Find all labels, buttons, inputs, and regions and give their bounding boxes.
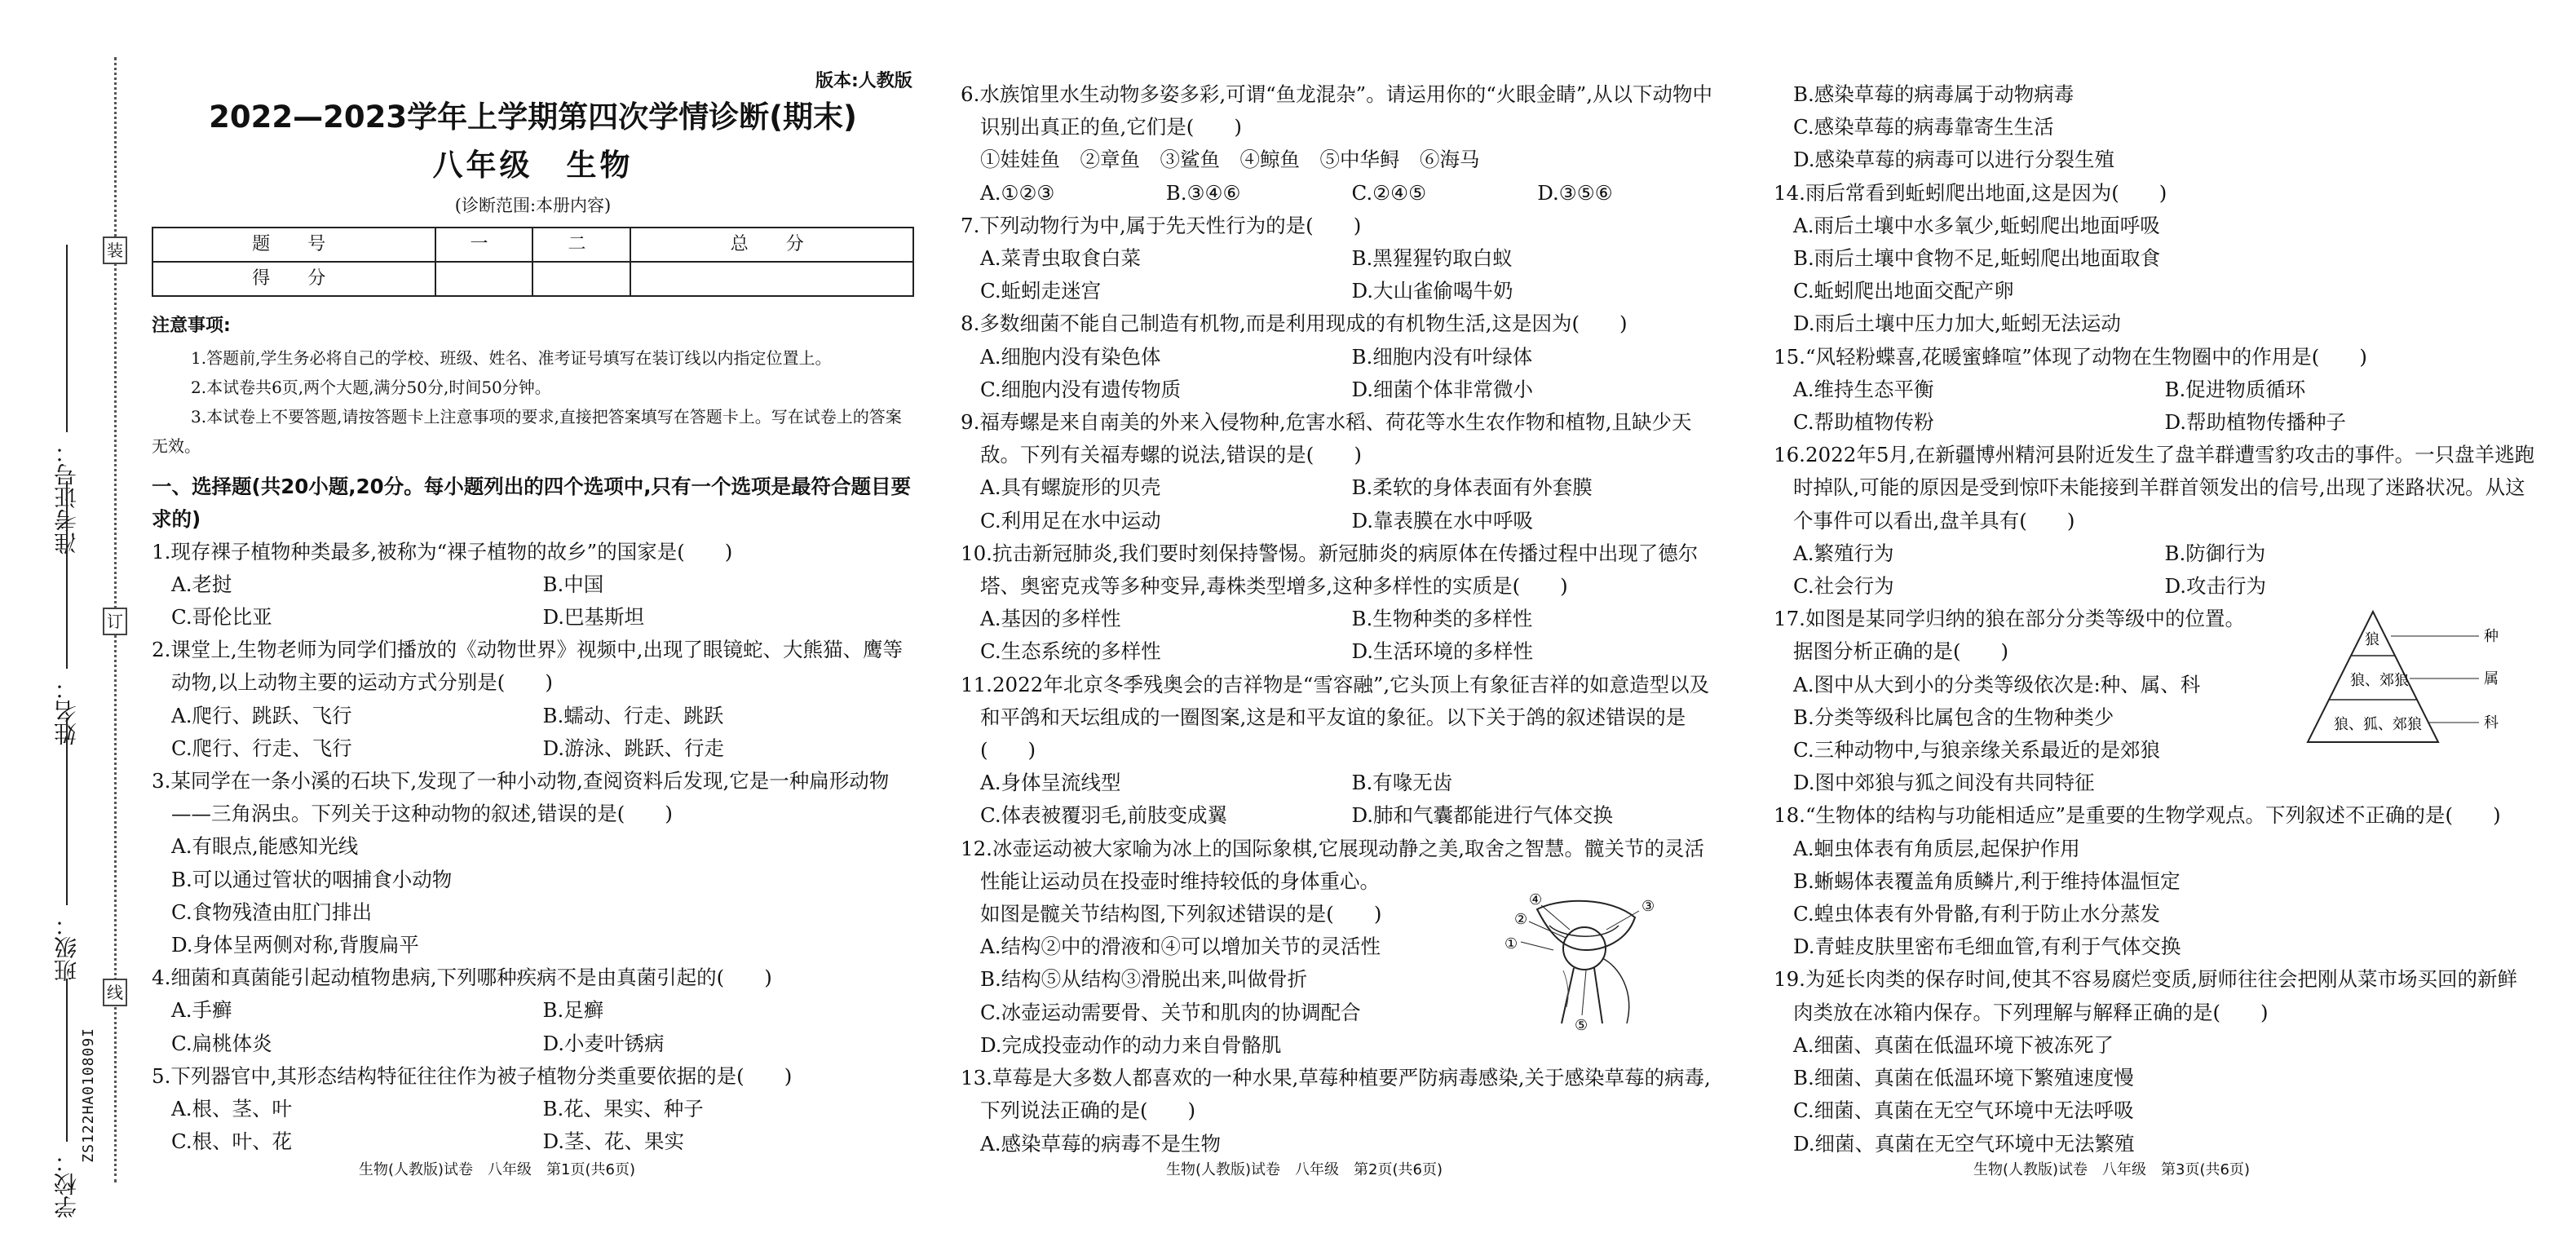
class-field: 班级： [51,718,83,982]
score-cell[interactable] [532,262,630,296]
figure-label: ① [1505,935,1518,952]
option: B.结构⑤从结构③滑脱出来,叫做骨折 [980,967,1308,992]
question-13-options-part-1 [961,1128,1723,1160]
question-18: 18.“生物体的结构与功能相适应”是重要的生物学观点。下列叙述不正确的是( ) [1774,803,2501,828]
option: C.爬行、行走、飞行 [171,736,352,760]
question-8: 8.多数细菌不能自己制造有机物,而是利用现成的有机物生活,这是因为( ) [961,312,1628,336]
score-header-cell: 总 分 [630,228,913,262]
question-10: 10.抗击新冠肺炎,我们要时刻保持警惕。新冠肺炎的病原体在传播过程中出现了德尔塔、奥密克戎等多种变异,毒株类型增多,这种多样性的实质是( ) [961,541,1699,599]
question-19-options [1774,1029,2536,1160]
option: B.③④⑥ [1165,180,1241,205]
option: C.②④⑤ [1351,180,1427,205]
option: B.防御行为 [2164,541,2266,565]
question-1: 1.现存裸子植物种类最多,被称为“裸子植物的故乡”的国家是( ) [152,539,733,564]
question-11-options [961,767,1723,832]
option: C.社会行为 [1793,574,1894,599]
question-8-options [961,341,1723,406]
option: B.促进物质循环 [2164,377,2306,401]
option: A.结构②中的滑液和④可以增加关节的灵活性 [980,935,1381,959]
question-5: 5.下列器官中,其形态结构特征往往作为被子植物分类重要依据的是( ) [152,1063,793,1088]
question-13: 13.草莓是大多数人都喜欢的一种水果,草莓种植要严防病毒感染,关于感染草莓的病毒,下列说法正确的是( ) [961,1066,1711,1123]
pyramid-level-label: 狼 [2365,631,2379,648]
exam-number-field: 准考证号： [51,245,83,555]
pyramid-level-label: 狼、郊狼 [2350,672,2409,689]
option: D.图中郊狼与狐之间没有共同特征 [1793,771,2095,795]
score-table [152,227,914,297]
question-12-prompt: 如图是髋关节结构图,下列叙述错误的是( ) [980,902,1382,926]
page-footer: 生物(人教版)试卷 八年级 第2页(共6页) [1166,1161,1443,1178]
option: C.感染草莓的病毒靠寄生生活 [1793,115,2054,139]
option: D.攻击行为 [2164,574,2267,599]
score-header-cell: 二 [532,228,630,262]
seal-mark: 订 [103,608,127,635]
question-15-options [1774,373,2536,439]
question-2-options [152,700,914,765]
page-title: 2022—2023学年上学期第四次学情诊断(期末) [209,99,857,135]
option: D.青蛙皮肤里密布毛细血管,有利于气体交换 [1793,935,2181,959]
page-footer: 生物(人教版)试卷 八年级 第3页(共6页) [1973,1161,2250,1178]
question-16-options [1774,537,2536,603]
option: D.身体呈两侧对称,背腹扁平 [171,933,419,957]
option: D.小麦叶锈病 [542,1031,665,1055]
option: A.图中从大到小的分类等级依次是:种、属、科 [1793,672,2201,696]
option: C.三种动物中,与狼亲缘关系最近的是郊狼 [1793,738,2160,762]
question-19: 19.为延长肉类的保存时间,使其不容易腐烂变质,厨师往往会把刚从菜市场买回的新鲜肉类放在冰箱内保存。下列理解与解释正确的是( ) [1774,967,2518,1024]
option: C.生态系统的多样性 [980,639,1161,664]
option: D.生活环境的多样性 [1351,639,1534,664]
option: C.细胞内没有遗传物质 [980,377,1182,401]
option: B.蜥蜴体表覆盖角质鳞片,利于维持体温恒定 [1793,869,2181,893]
option: A.老挝 [171,572,232,596]
option: B.有喙无齿 [1351,771,1453,795]
section-heading: 一、选择题(共20小题,20分。每小题列出的四个选项中,只有一个选项是最符合题目要求的) [152,474,911,531]
question-6-options [961,177,1723,210]
note-item: 2.本试卷共6页,两个大题,满分50分,时间50分钟。 [191,377,551,397]
score-header-cell: 一 [435,228,533,262]
note-item: 1.答题前,学生务必将自己的学校、班级、姓名、准考证号填写在装订线以内指定位置上。 [191,347,832,368]
option: D.感染草莓的病毒可以进行分裂生殖 [1793,148,2115,172]
question-13-options-part-2 [1774,78,2536,177]
option: D.细菌个体非常微小 [1351,377,1534,401]
option: B.中国 [542,572,604,596]
question-14-options [1774,210,2536,341]
page-1-column [152,75,914,1158]
option: C.蚯蚓走迷宫 [980,279,1102,303]
score-header-cell: 题 号 [152,228,435,262]
option: D.游泳、跳跃、行走 [542,736,725,760]
question-6-items: ①娃娃鱼 ②章鱼 ③鲨鱼 ④鲸鱼 ⑤中华鲟 ⑥海马 [980,148,1480,172]
option: D.细菌、真菌在无空气环境中无法繁殖 [1793,1131,2135,1156]
option: A.基因的多样性 [980,607,1121,631]
question-16: 16.2022年5月,在新疆博州精河县附近发生了盘羊群遭雪豹攻击的事件。一只盘羊逃跑时掉队,可能的原因是受到惊吓未能接到羊群首领发出的信号,出现了迷路状况。从这个事件可以看出,盘羊具有( ) [1774,443,2535,533]
question-4-options [152,994,914,1059]
option: C.利用足在水中运动 [980,508,1161,533]
pyramid-rank-label: 种 [2484,628,2499,645]
question-17-options [1774,669,2295,800]
figure-label: ② [1514,911,1528,928]
option: B.足癣 [542,998,604,1023]
figure-label: ⑤ [1575,1017,1588,1032]
question-12: 12.冰壶运动被大家喻为冰上的国际象棋,它展现动静之美,取舍之智慧。髋关节的灵活性能让运动员在投壶时维持较低的身体重心。 [961,836,1705,893]
option: B.细胞内没有叶绿体 [1351,344,1533,369]
option: C.蝗虫体表有外骨骼,有利于防止水分蒸发 [1793,902,2160,926]
option: A.细胞内没有染色体 [980,344,1161,369]
option: A.根、茎、叶 [171,1097,292,1121]
option: D.③⑤⑥ [1537,180,1613,205]
option: A.爬行、跳跃、飞行 [171,703,352,727]
question-7: 7.下列动物行为中,属于先天性行为的是( ) [961,213,1362,237]
pyramid-rank-label: 科 [2484,714,2499,731]
score-row-label: 得 分 [152,262,435,296]
question-5-options [152,1093,914,1158]
option: A.细菌、真菌在低温环境下被冻死了 [1793,1032,2114,1057]
option: B.蠕动、行走、跳跃 [542,703,724,727]
question-2: 2.课堂上,生物老师为同学们播放的《动物世界》视频中,出现了眼镜蛇、大熊猫、鹰等动物,以上动物主要的运动方式分别是( ) [152,638,903,695]
paper-code: ZS122HA010809I [80,1028,97,1163]
pyramid-rank-label: 属 [2484,670,2499,687]
question-18-options [1774,833,2536,964]
exam-scope: (诊断范围:本册内容) [454,196,612,215]
question-4: 4.细菌和真菌能引起动植物患病,下列哪种疾病不是由真菌引起的( ) [152,966,772,990]
option: B.可以通过管状的咽捕食小动物 [171,867,453,891]
option: B.雨后土壤中食物不足,蚯蚓爬出地面取食 [1793,246,2161,271]
hip-joint-figure [1505,893,1659,1032]
question-10-options [961,603,1723,668]
seal-mark: 装 [103,236,127,264]
option: C.体表被覆羽毛,前肢变成翼 [980,803,1227,828]
question-11: 11.2022年北京冬季残奥会的吉祥物是“雪容融”,它头顶上有象征吉祥的如意造型以及和平鸽和天坛组成的一圈图案,这是和平友谊的象征。以下关于鸽的叙述错误的是( ) [961,672,1710,762]
option: D.完成投壶动作的动力来自骨骼肌 [980,1032,1282,1057]
edition-label: 版本:人教版 [815,71,912,91]
option: C.蚯蚓爬出地面交配产卵 [1793,279,2014,303]
question-3-options [152,830,914,961]
question-7-options [961,242,1723,307]
option: D.茎、花、果实 [542,1129,685,1154]
question-9-options [961,471,1723,537]
school-field: 学校： [51,979,83,1218]
binding-margin [0,0,130,1242]
option: B.细菌、真菌在低温环境下繁殖速度慢 [1793,1066,2134,1090]
figure-label: ③ [1641,898,1655,915]
note-item: 3.本试卷上不要答题,请按答题卡上注意事项的要求,直接把答案填写在答题卡上。写在试卷上的答案无效。 [152,406,902,456]
notes-title: 注意事项: [152,316,231,337]
option: D.肺和气囊都能进行气体交换 [1351,803,1614,828]
option: A.蛔虫体表有角质层,起保护作用 [1793,836,2080,860]
question-15: 15.“风轻粉蝶喜,花暖蜜蜂喧”体现了动物在生物圈中的作用是( ) [1774,344,2367,369]
page-footer: 生物(人教版)试卷 八年级 第1页(共6页) [359,1161,635,1178]
option: D.大山雀偷喝牛奶 [1351,279,1513,303]
option: A.维持生态平衡 [1793,377,1934,401]
option: D.巴基斯坦 [542,605,645,630]
figure-label: ④ [1529,893,1543,908]
option: B.黑猩猩钓取白蚁 [1351,246,1513,271]
option: A.具有螺旋形的贝壳 [980,475,1161,500]
question-3: 3.某同学在一条小溪的石块下,发现了一种小动物,查阅资料后发现,它是一种扁形动物——三角涡虫。下列关于这种动物的叙述,错误的是( ) [152,769,890,826]
question-14: 14.雨后常看到蚯蚓爬出地面,这是因为( ) [1774,180,2167,205]
option: A.感染草莓的病毒不是生物 [980,1131,1221,1156]
option: B.柔软的身体表面有外套膜 [1351,475,1593,500]
option: B.分类等级科比属包含的生物种类少 [1793,705,2114,729]
option: C.哥伦比亚 [171,605,272,630]
score-cell[interactable] [435,262,533,296]
option: C.冰壶运动需要骨、关节和肌肉的协调配合 [980,1000,1361,1024]
classification-pyramid-figure [2300,603,2503,750]
option: A.手癣 [171,998,232,1023]
question-17: 17.如图是某同学归纳的狼在部分分类等级中的位置。 [1774,607,2245,631]
seal-mark: 线 [103,979,127,1006]
page-subtitle: 八年级 生物 [432,148,634,183]
question-17-prompt: 据图分析正确的是( ) [1793,639,2009,664]
score-cell[interactable] [630,262,913,296]
option: B.感染草莓的病毒属于动物病毒 [1793,82,2074,106]
option: B.花、果实、种子 [542,1097,704,1121]
name-field: 姓名： [51,481,83,745]
question-6: 6.水族馆里水生动物多姿多彩,可谓“鱼龙混杂”。请运用你的“火眼金睛”,从以下动物中识别出真正的鱼,它们是( ) [961,82,1713,139]
option: D.靠表膜在水中呼吸 [1351,508,1534,533]
option: D.雨后土壤中压力加大,蚯蚓无法运动 [1793,312,2121,336]
option: A.①②③ [980,180,1055,205]
option: A.繁殖行为 [1793,541,1894,565]
option: C.根、叶、花 [171,1129,293,1154]
question-1-options [152,568,914,634]
option: A.菜青虫取食白菜 [980,246,1141,271]
option: A.雨后土壤中水多氧少,蚯蚓爬出地面呼吸 [1793,213,2160,237]
option: C.细菌、真菌在无空气环境中无法呼吸 [1793,1098,2134,1123]
option: D.帮助植物传播种子 [2164,410,2347,435]
option: A.有眼点,能感知光线 [171,834,359,859]
question-12-options [961,930,1482,1062]
option: B.生物种类的多样性 [1351,607,1533,631]
option: C.食物残渣由肛门排出 [171,899,373,924]
option: C.帮助植物传粉 [1793,410,1934,435]
pyramid-level-label: 狼、狐、郊狼 [2334,716,2422,733]
option: C.扁桃体炎 [171,1031,272,1055]
option: A.身体呈流线型 [980,771,1121,795]
question-9: 9.福寿螺是来自南美的外来入侵物种,危害水稻、荷花等水生农作物和植物,且缺少天敌。下列有关福寿螺的说法,错误的是( ) [961,410,1692,467]
